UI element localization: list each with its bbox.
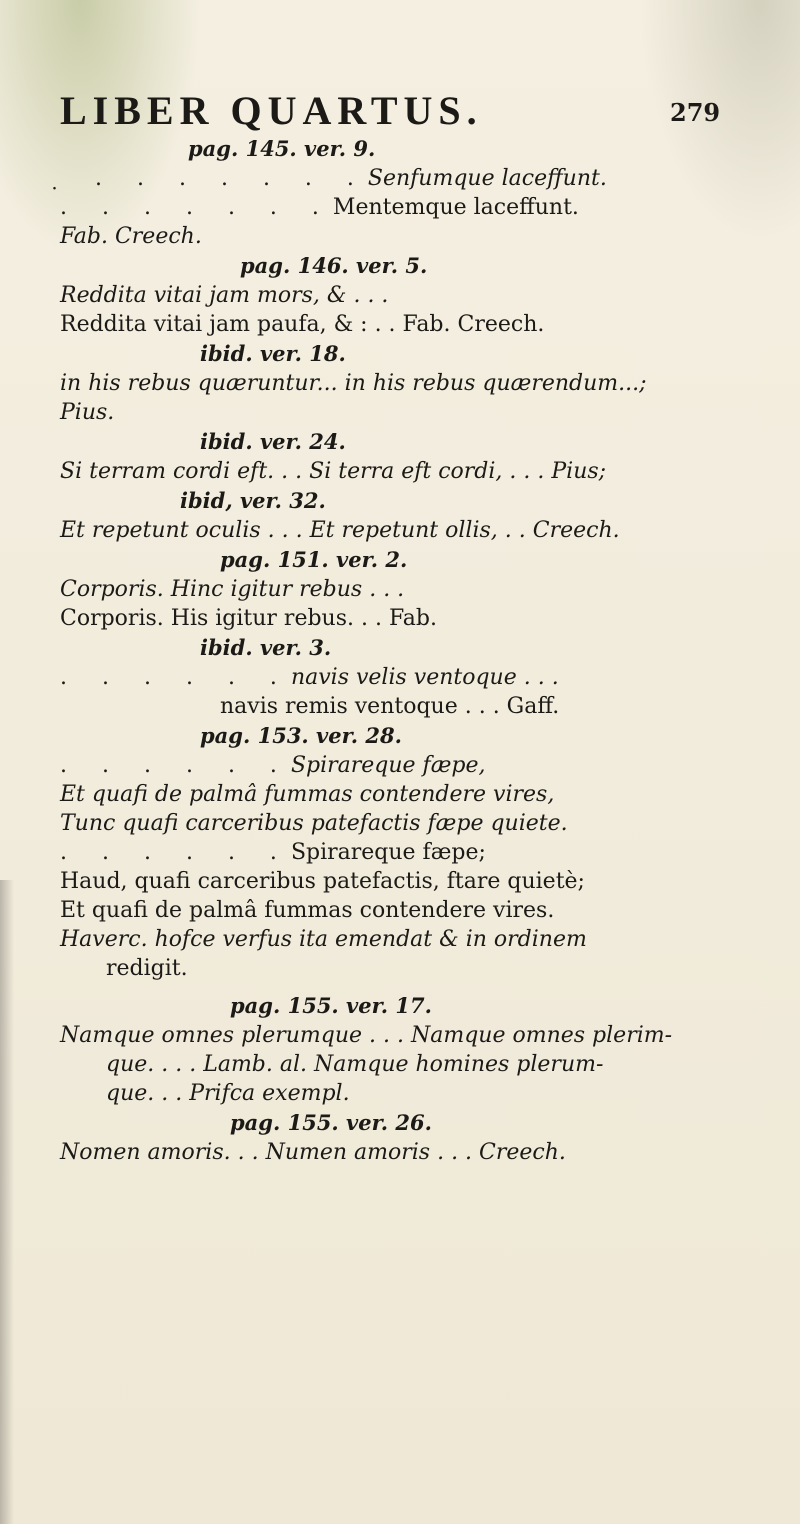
- text-line: Spirareque fæpe;: [290, 840, 486, 865]
- reference-heading: ibid. ver. 24.: [200, 429, 346, 454]
- text-line: Pius.: [60, 400, 115, 425]
- reference-heading: pag. 145. ver. 9.: [188, 136, 376, 161]
- text-line: in his rebus quæruntur... in his rebus quærendum...;: [60, 371, 647, 396]
- text-line: Et quafi de palmâ fummas contendere vires.: [60, 898, 555, 923]
- reference-heading: pag. 146. ver. 5.: [240, 253, 428, 278]
- reference-heading: ibid. ver. 18.: [200, 341, 346, 366]
- page-number: 279: [670, 98, 721, 127]
- omission-dots: . . . . . . .: [60, 195, 333, 220]
- text-line: Senfumque laceffunt.: [367, 166, 607, 191]
- omission-dots: . . . . . .: [60, 840, 291, 865]
- page-edge-shadow: [0, 880, 14, 1524]
- reference-heading: pag. 155. ver. 26.: [230, 1110, 432, 1135]
- text-line: que. . . Prifca exempl.: [106, 1081, 350, 1106]
- text-line: Si terram cordi eft. . . Si terra eft cordi, . . . Pius;: [60, 459, 607, 484]
- text-line: Mentemque laceffunt.: [332, 195, 579, 220]
- page-header: [60, 88, 760, 134]
- text-line: navis remis ventoque . . . Gaff.: [220, 694, 560, 719]
- omission-dots: . . . . . .: [60, 753, 291, 778]
- reference-heading: pag. 151. ver. 2.: [220, 547, 408, 572]
- page-content: [60, 88, 760, 1167]
- text-line: que. . . . Lamb. al. Namque homines plerum-: [106, 1052, 604, 1077]
- running-title: LIBER QUARTUS.: [60, 88, 483, 133]
- text-line: Corporis. His igitur rebus. . . Fab.: [60, 606, 437, 631]
- text-line: Et repetunt oculis . . . Et repetunt ollis, . . Creech.: [60, 518, 620, 543]
- text-line: Nomen amoris. . . Numen amoris . . . Creech.: [60, 1140, 566, 1165]
- omission-dots: ̣ . . . . . . .: [60, 166, 368, 191]
- text-line: Haverc. hofce verfus ita emendat & in ordinem: [60, 927, 587, 952]
- text-line: navis velis ventoque . . .: [290, 665, 559, 690]
- reference-heading: ibid. ver. 3.: [200, 635, 332, 660]
- reference-heading: ibid, ver. 32.: [180, 488, 326, 513]
- omission-dots: . . . . . .: [60, 665, 291, 690]
- text-line: Reddita vitai jam mors, & . . .: [60, 283, 389, 308]
- text-line: Spirareque fæpe,: [290, 753, 486, 778]
- text-line: Reddita vitai jam paufa, & : . . Fab. Creech.: [60, 312, 545, 337]
- text-line: Corporis. Hinc igitur rebus . . .: [60, 577, 405, 602]
- text-line: redigit.: [106, 956, 188, 981]
- reference-heading: pag. 155. ver. 17.: [230, 993, 432, 1018]
- reference-heading: pag. 153. ver. 28.: [200, 723, 402, 748]
- text-line: Fab. Creech.: [60, 224, 202, 249]
- text-line: Tunc quafi carceribus patefactis fæpe quiete.: [60, 811, 568, 836]
- text-line: Haud, quafi carceribus patefactis, ftare quietè;: [60, 869, 585, 894]
- text-line: Namque omnes plerumque . . . Namque omnes plerim-: [60, 1023, 673, 1048]
- text-line: Et quafi de palmâ fummas contendere vires,: [60, 782, 555, 807]
